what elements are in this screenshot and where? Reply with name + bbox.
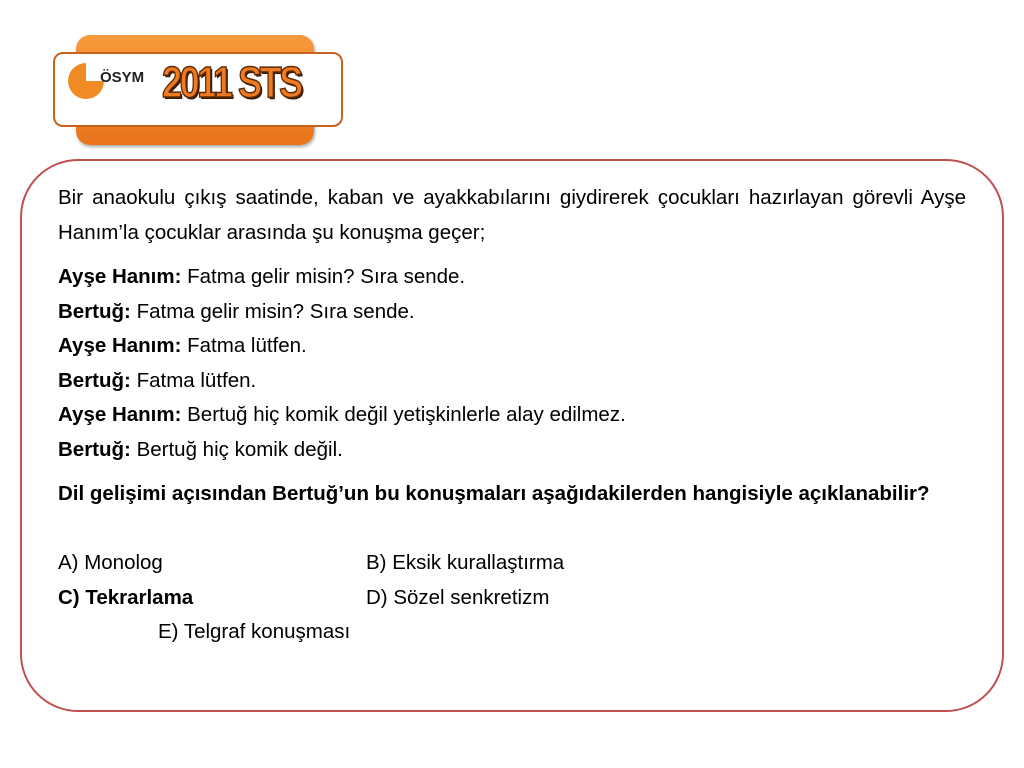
options-row-1 [58, 546, 966, 581]
utterance: Bertuğ hiç komik değil. [130, 437, 343, 461]
option-a[interactable]: A) Monolog [58, 551, 163, 574]
speaker: Bertuğ: [58, 299, 131, 323]
speaker: Bertuğ: [58, 437, 131, 461]
utterance: Fatma lütfen. [181, 334, 307, 357]
speaker: Ayşe Hanım: [58, 265, 182, 288]
speaker: Ayşe Hanım: [58, 334, 182, 357]
question-content [58, 181, 966, 650]
option-e[interactable]: E) Telgraf konuşması [158, 620, 351, 643]
option-d[interactable]: D) Sözel senkretizm [366, 585, 550, 609]
dialogue-line [58, 364, 966, 399]
speaker: Ayşe Hanım: [58, 403, 182, 426]
logo-brand: ÖSYM [100, 69, 145, 86]
utterance: Fatma gelir misin? Sıra sende. [130, 299, 415, 323]
options-row-2 [58, 581, 966, 616]
speaker: Bertuğ: [58, 368, 131, 392]
question-intro: Bir anaokulu çıkış saatinde, kaban ve ayakkabılarını giydirerek çocukları hazırlayan görevli Ayşe Hanım’la çocuklar arasında şu konuşma geçer; [58, 186, 966, 244]
option-c[interactable]: C) Tekrarlama [58, 585, 194, 609]
question-prompt: Dil gelişimi açısından Bertuğ’un bu konuşmaları aşağıdakilerden hangisiyle açıklanabilir? [58, 482, 930, 505]
option-b[interactable]: B) Eksik kurallaştırma [366, 551, 565, 574]
dialogue-line [58, 433, 966, 468]
dialogue-line [58, 398, 966, 433]
logo-title: 2011 STS [162, 58, 301, 107]
utterance: Bertuğ hiç komik değil yetişkinlerle alay edilmez. [181, 403, 626, 426]
utterance: Fatma gelir misin? Sıra sende. [181, 265, 466, 288]
dialogue-line [58, 260, 966, 295]
options-row-3 [58, 615, 966, 650]
utterance: Fatma lütfen. [130, 368, 257, 392]
dialogue-line [58, 329, 966, 364]
dialogue-line [58, 295, 966, 330]
